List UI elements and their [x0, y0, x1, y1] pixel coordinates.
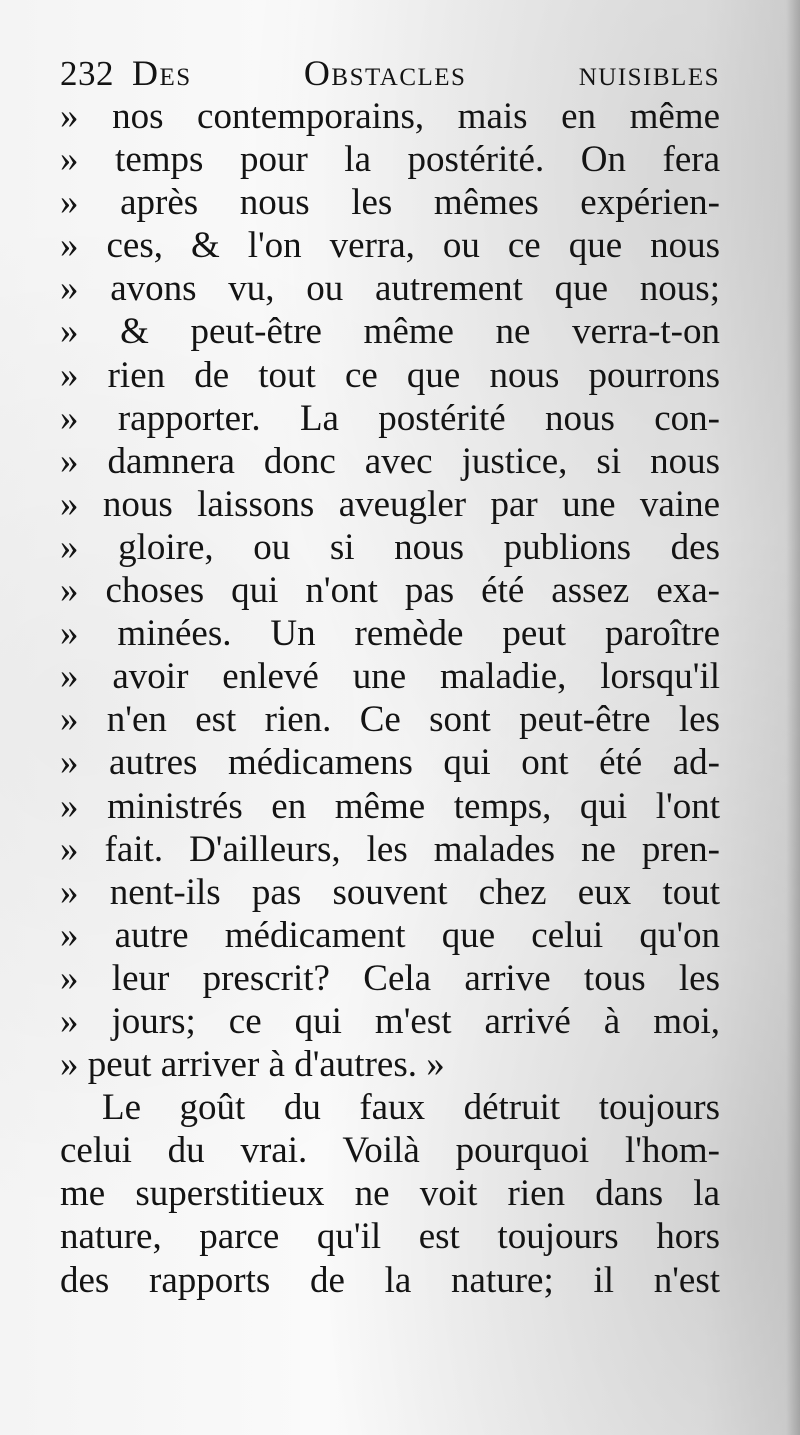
text-line: » autre médicament que celui qu'on — [60, 914, 720, 956]
text-line: » n'en est rien. Ce sont peut-être les — [60, 699, 720, 741]
text-line: » damnera donc avec justice, si nous — [60, 440, 720, 482]
text-line: me superstitieux ne voit rien dans la — [60, 1173, 720, 1215]
text-line: celui du vrai. Voilà pourquoi l'hom- — [60, 1130, 720, 1172]
text-line: des rapports de la nature; il n'est — [60, 1259, 720, 1301]
text-line: » ministrés en même temps, qui l'ont — [60, 785, 720, 827]
text-line: » nent-ils pas souvent chez eux tout — [60, 871, 720, 913]
text-line: » rapporter. La postérité nous con- — [60, 397, 720, 439]
text-line: » rien de tout ce que nous pourrons — [60, 354, 720, 396]
page-number: 232 — [60, 54, 114, 93]
page-header — [60, 52, 720, 95]
text-line: » & peut-être même ne verra-t-on — [60, 311, 720, 353]
text-line: » fait. D'ailleurs, les malades ne pren- — [60, 828, 720, 870]
text-line: » temps pour la postérité. On fera — [60, 139, 720, 181]
paragraph-start-line: Le goût du faux détruit toujours — [102, 1087, 720, 1129]
text-line: » peut arriver à d'autres. » — [60, 1044, 445, 1086]
page-gutter-shadow — [786, 0, 800, 1435]
running-head: Des Obstacles nuisibles — [132, 53, 720, 93]
text-line: » nous laissons aveugler par une vaine — [60, 483, 720, 525]
text-line: » minées. Un remède peut paroître — [60, 613, 720, 655]
text-line: » autres médicamens qui ont été ad- — [60, 742, 720, 784]
text-line: nature, parce qu'il est toujours hors — [60, 1216, 720, 1258]
text-line: » avoir enlevé une maladie, lorsqu'il — [60, 656, 720, 698]
text-line: » après nous les mêmes expérien- — [60, 182, 720, 224]
text-line: » gloire, ou si nous publions des — [60, 526, 720, 568]
text-line: » nos contemporains, mais en même — [60, 96, 720, 137]
text-line: » leur prescrit? Cela arrive tous les — [60, 957, 720, 999]
page-text — [60, 52, 720, 1302]
text-line: » jours; ce qui m'est arrivé à moi, — [60, 1000, 720, 1042]
text-line: » ces, & l'on verra, ou ce que nous — [60, 225, 720, 267]
text-line: » choses qui n'ont pas été assez exa- — [60, 570, 720, 612]
text-line: » avons vu, ou autrement que nous; — [60, 268, 720, 310]
